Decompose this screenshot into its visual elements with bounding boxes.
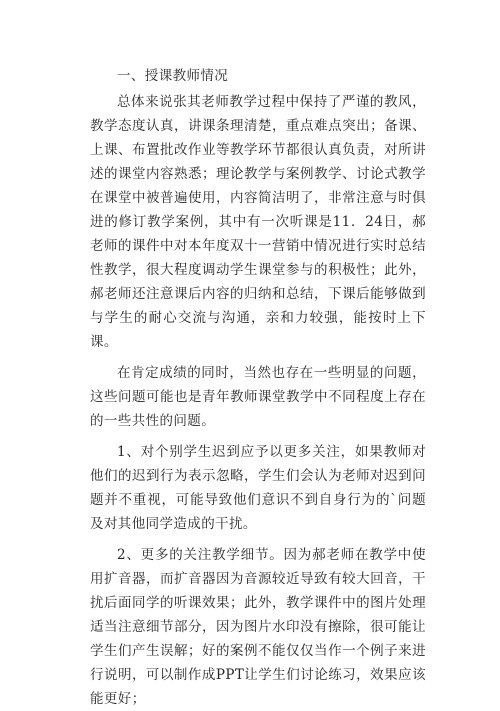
paragraph-problems-intro: 在肯定成绩的同时，当然也存在一些明显的问题，这些问题可能也是青年教师课堂教学中不同程度上存在的一些共性的问题。 xyxy=(90,365,426,429)
paragraph-teacher-overview: 总体来说张其老师教学过程中保持了严谨的教风，教学态度认真，讲课条理清楚，重点难点突出；备课、上课、布置批改作业等教学环节都很认真负责，对所讲述的课堂内容熟悉；理论教学与案例教学、讨论式教学在课堂中被普遍使用，内容简洁明了，非常注意与时俱进的修订教学案例，其中有一次听课是11．24日，郝老师的课件中对本年度双十一营销中情况进行实时总结性教学，很大程度调动学生课堂参与的积极性；此外，郝老师还注意课后内容的归纳和总结，下课后能够做到与学生的耐心交流与沟通，亲和力较强，能按时上下课。 xyxy=(90,94,426,350)
paragraph-point-1-lateness: 1、对个别学生迟到应予以更多关注，如果教师对他们的迟到行为表示忽略，学生们会认为老师对迟到问题并不重视，可能导致他们意识不到自身行为的`问题及对其他同学造成的干扰。 xyxy=(90,444,426,532)
section-heading: 一、授课教师情况 xyxy=(117,68,229,84)
document-body xyxy=(90,64,426,711)
paragraph-point-2-details: 2、更多的关注教学细节。因为郝老师在教学中使用扩音器，而扩音器因为音源较近导致有较大回音，干扰后面同学的听课效果；此外，教学课件中的图片处理适当注意细节部分，因为图片水印没有擦除，很可能让学生们产生误解；好的案例不能仅仅当作一个例子来进行说明，可以制作成PPT让学生们讨论练习，效果应该能更好； xyxy=(90,547,426,707)
